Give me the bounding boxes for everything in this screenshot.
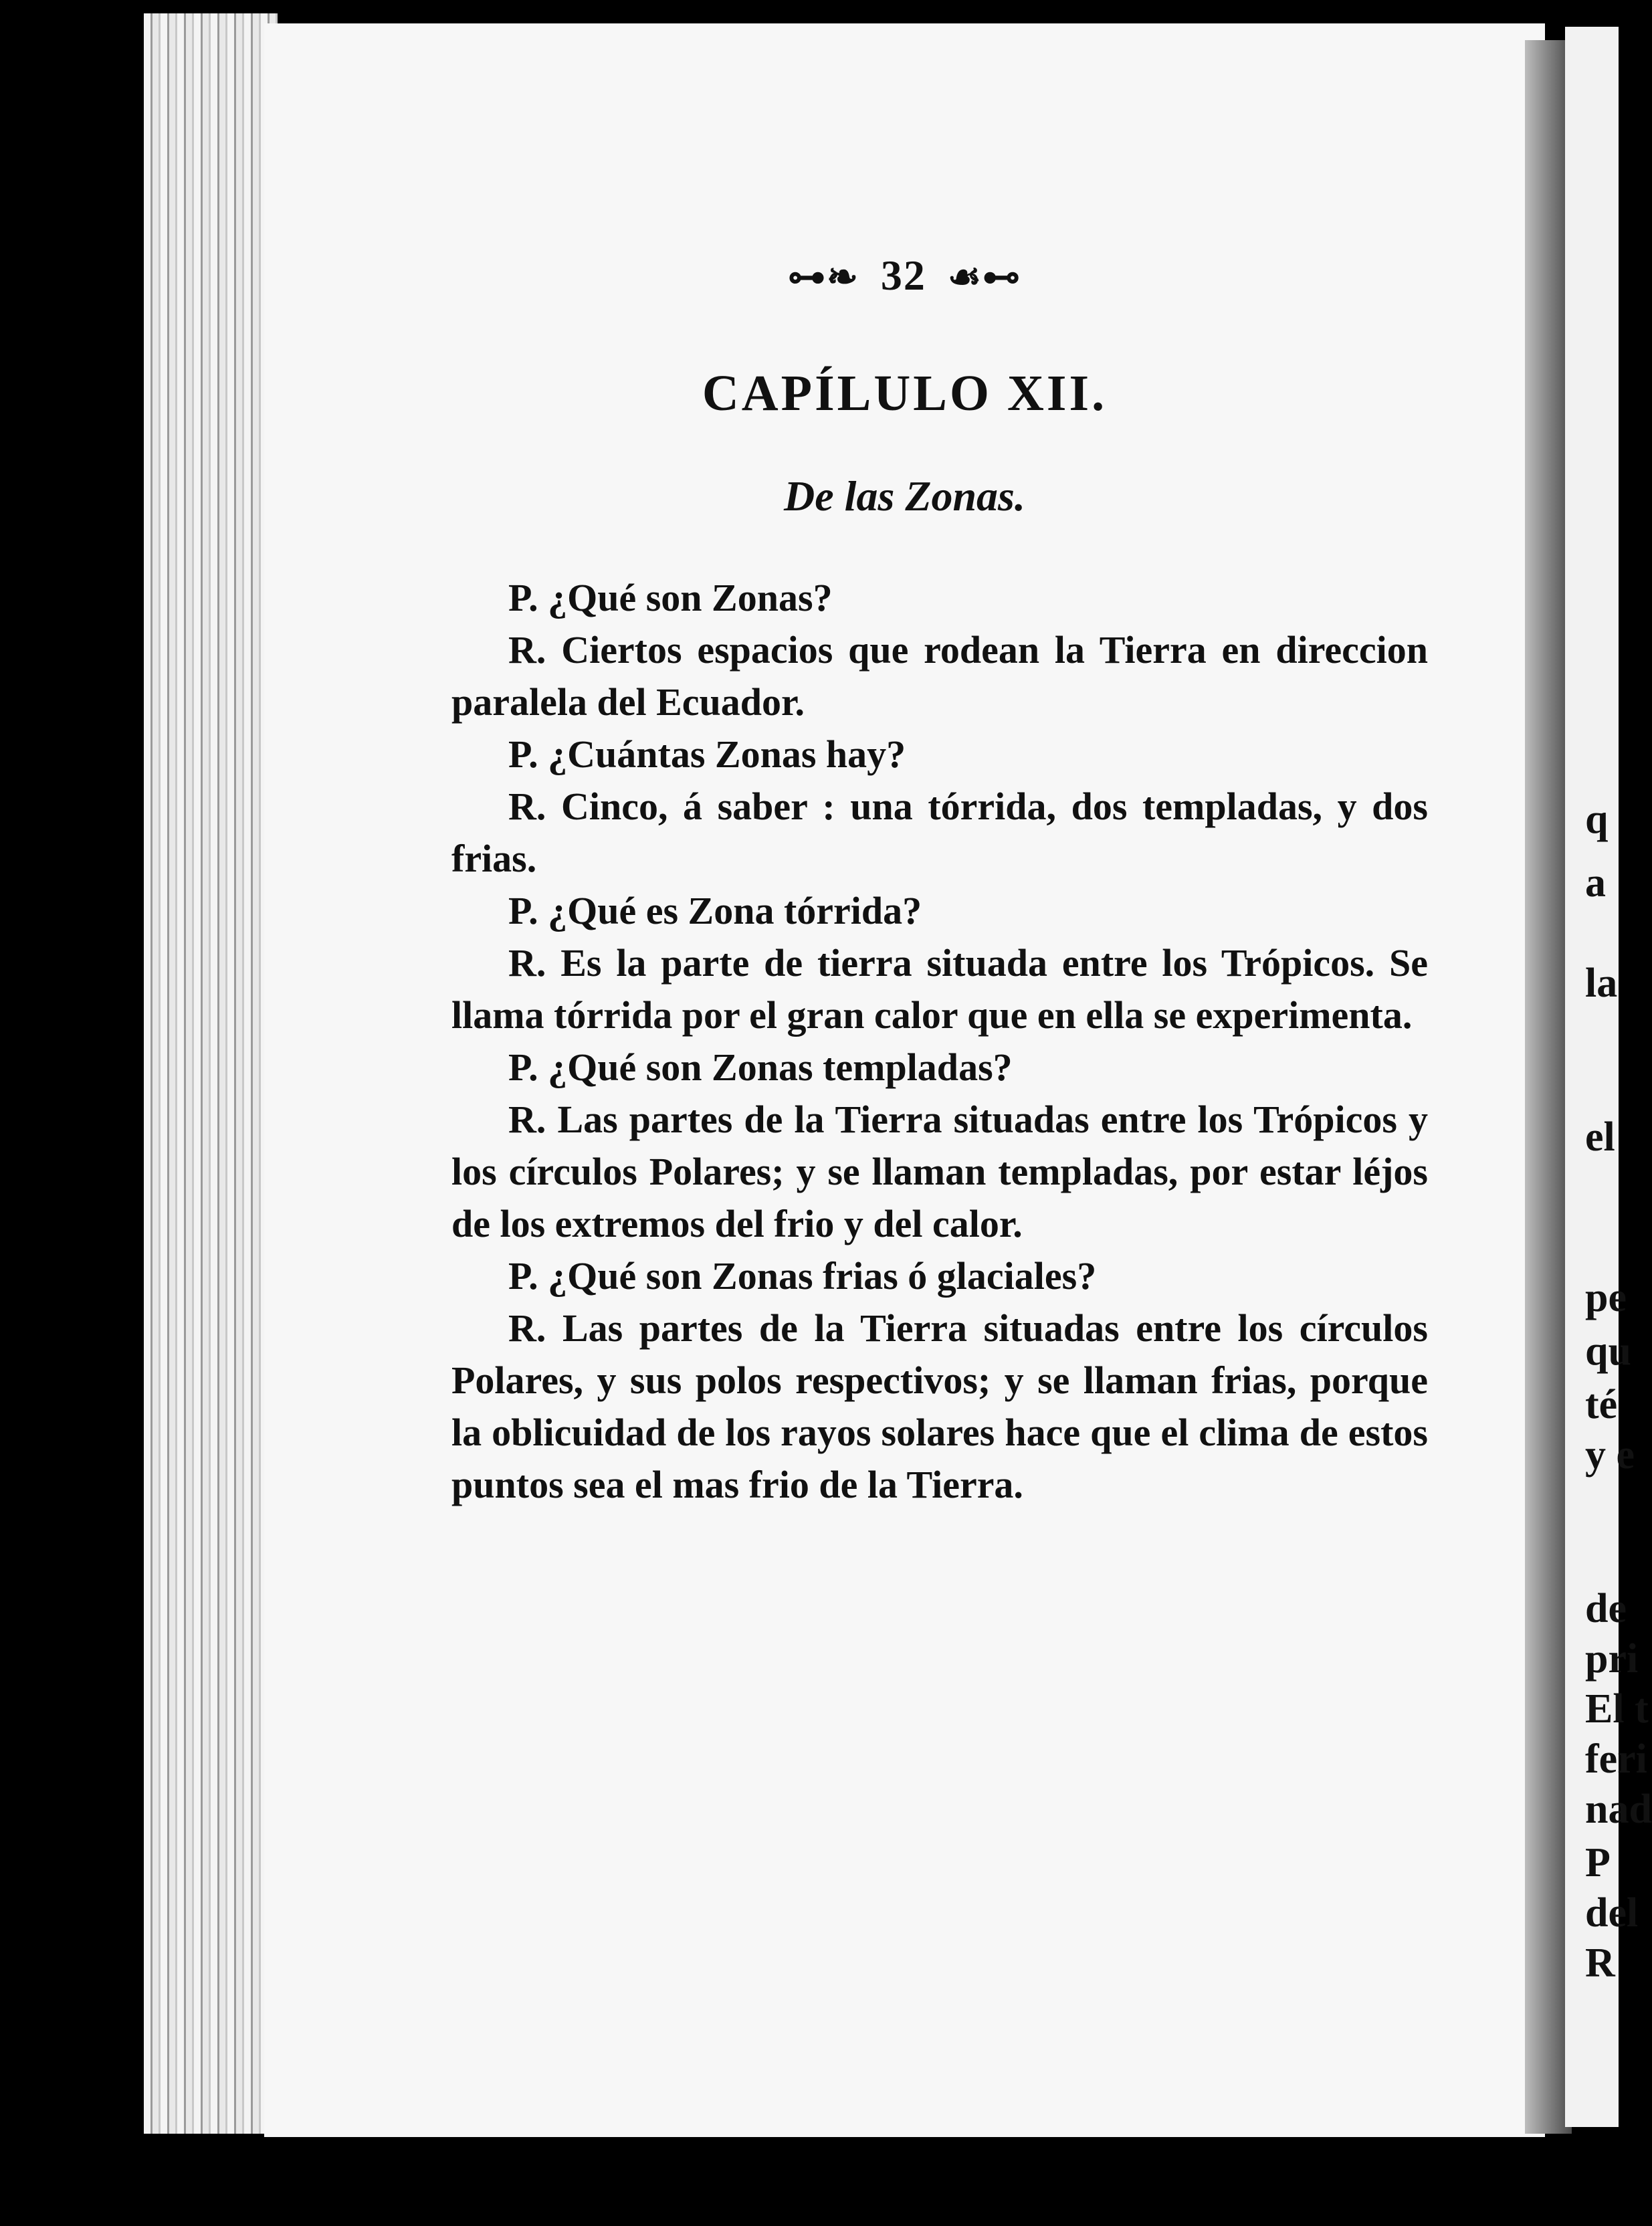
entry-text: Las partes de la Tierra situadas entre los Trópicos y los círculos Polares; y se llaman templadas, por estar léjos de los extremos del frio y del calor. xyxy=(451,1098,1429,1245)
next-page-fragment: de xyxy=(1585,1586,1627,1631)
entry-text: Las partes de la Tierra situadas entre los círculos Polares, y sus polos respectivos; y se llaman frias, porque la oblicuidad de los rayos solares hace que el clima de estos puntos sea el mas frio de la Tierra. xyxy=(451,1306,1428,1506)
entry-question xyxy=(451,572,1428,624)
book-gutter xyxy=(144,13,278,2134)
entry-text: Es la parte de tierra situada entre los Trópicos. Se llama tórrida por el gran calor que en ella se experimenta. xyxy=(451,941,1429,1037)
entry-tag: P. xyxy=(508,732,538,776)
ornament-left-icon: ⊶❧ xyxy=(787,257,859,298)
book-page xyxy=(264,23,1545,2137)
next-page-fragment: qu xyxy=(1585,1328,1631,1374)
next-page-fragment: P xyxy=(1585,1840,1611,1886)
entry-answer xyxy=(451,781,1428,885)
entry-question xyxy=(451,728,1428,781)
next-page-fragment: y e xyxy=(1585,1432,1635,1478)
next-page-fragment: el xyxy=(1585,1114,1615,1160)
entry-answer xyxy=(451,1094,1428,1250)
entry-tag: R. xyxy=(508,1098,546,1141)
entry-tag: R. xyxy=(508,785,546,828)
ornament-right-icon: ☙⊷ xyxy=(947,257,1022,298)
entry-tag: R. xyxy=(508,941,546,985)
page-header xyxy=(264,251,1545,300)
entry-question xyxy=(451,1041,1428,1094)
entry-question xyxy=(451,1250,1428,1302)
next-page-fragment: té xyxy=(1585,1382,1618,1427)
entry-answer xyxy=(451,1302,1428,1511)
chapter-subtitle: De las Zonas. xyxy=(784,472,1025,520)
entry-answer xyxy=(451,937,1428,1041)
next-page-fragment: feri xyxy=(1585,1736,1647,1782)
next-page-fragment: pri xyxy=(1585,1636,1639,1682)
next-page-fragment: pe xyxy=(1585,1275,1627,1320)
next-page-fragment: a xyxy=(1585,860,1606,906)
entry-text: ¿Cuántas Zonas hay? xyxy=(548,732,906,776)
page-number: 32 xyxy=(880,251,926,299)
entry-tag: P. xyxy=(508,576,538,619)
catechism-body xyxy=(451,572,1428,1511)
next-page-fragment: R xyxy=(1585,1940,1615,1986)
entry-text: ¿Qué son Zonas templadas? xyxy=(548,1045,1013,1089)
entry-question xyxy=(451,885,1428,937)
next-page-fragment: la xyxy=(1585,960,1618,1006)
next-page-edge xyxy=(1565,27,1652,2127)
entry-answer xyxy=(451,624,1428,728)
entry-text: Ciertos espacios que rodean la Tierra en direccion paralela del Ecuador. xyxy=(451,628,1429,724)
chapter-title: CAPÍLULO XII. xyxy=(702,365,1108,421)
next-page-fragment: del xyxy=(1585,1890,1639,1936)
entry-text: Cinco, á saber : una tórrida, dos templadas, y dos frias. xyxy=(451,785,1428,880)
next-page-fragment: nad xyxy=(1585,1787,1652,1832)
entry-tag: P. xyxy=(508,889,538,932)
next-page-fragment: El t xyxy=(1585,1686,1649,1732)
entry-text: ¿Qué es Zona tórrida? xyxy=(548,889,922,932)
entry-text: ¿Qué son Zonas? xyxy=(548,576,833,619)
entry-tag: R. xyxy=(508,1306,546,1350)
next-page-fragment: q xyxy=(1585,797,1609,842)
entry-tag: P. xyxy=(508,1254,538,1298)
entry-tag: R. xyxy=(508,628,546,672)
entry-tag: P. xyxy=(508,1045,538,1089)
entry-text: ¿Qué son Zonas frias ó glaciales? xyxy=(548,1254,1097,1298)
